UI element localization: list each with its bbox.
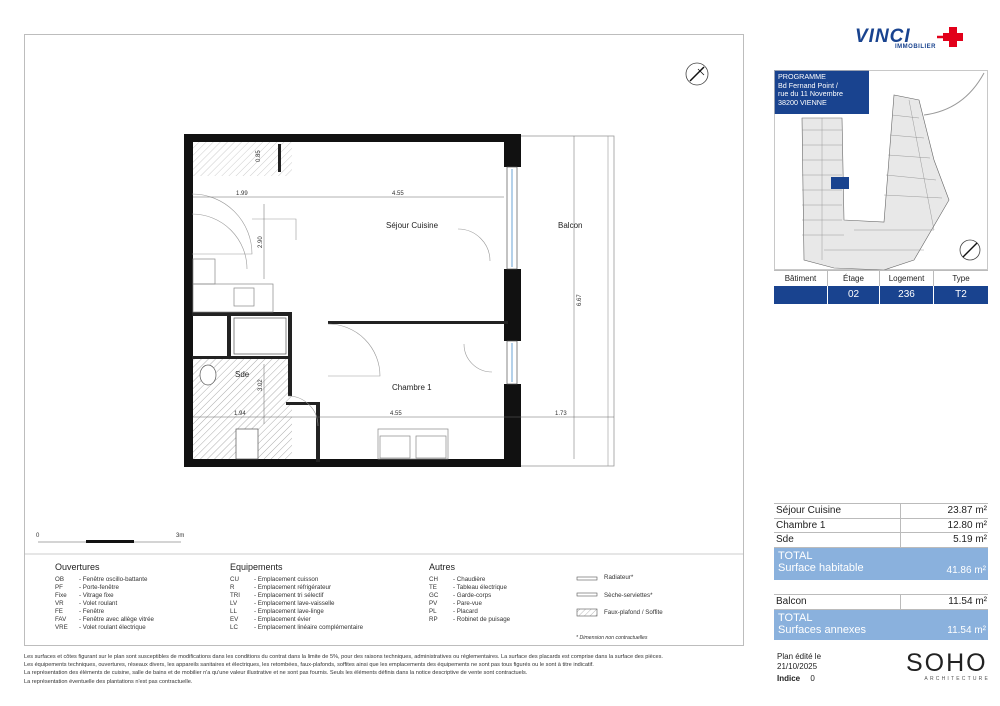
surface-row (774, 504, 988, 519)
dim-1: 1.99 (236, 191, 248, 197)
legend-desc: - Pare-vue (453, 600, 482, 607)
legend-item (55, 600, 154, 608)
legend-code: Fixe (55, 592, 67, 599)
total-annexes-l2: Surfaces annexes (778, 624, 867, 636)
surfaces-annexes (774, 594, 988, 640)
legend-item (230, 592, 363, 600)
dim-2: 0.85 (256, 150, 262, 162)
legend-desc: - Fenêtre oscillo-battante (79, 576, 148, 583)
scale-bar (38, 540, 181, 543)
legend-item (55, 608, 154, 616)
total-habitable-value: 41.86 m² (946, 565, 986, 576)
surface-value: 5.19 m² (900, 533, 988, 547)
legend-code: CH (429, 576, 438, 583)
legend-desc: - Emplacement lave-vaisselle (254, 600, 335, 607)
legend-code: PV (429, 600, 438, 607)
legend-item (230, 616, 363, 624)
legend-desc: - Emplacement linéaire complémentaire (254, 624, 364, 631)
surface-row (774, 533, 988, 548)
legend-code: EV (230, 616, 239, 623)
edited-label: Plan édité le (777, 652, 822, 661)
lot-value-type: T2 (955, 289, 967, 300)
legend-desc: - Porte-fenêtre (79, 584, 119, 591)
legend-code: LV (230, 600, 238, 607)
legend-item (55, 584, 154, 592)
legend-code: TE (429, 584, 437, 591)
soho-logo-sub: ARCHITECTURE (924, 676, 990, 682)
key-plan-building (802, 95, 949, 270)
legend-code: CU (230, 576, 239, 583)
legend-item (429, 608, 510, 616)
legend-item (55, 592, 154, 600)
surface-value: 12.80 m² (900, 519, 988, 533)
legend-code: GC (429, 592, 439, 599)
faux-plafond-icon (577, 609, 597, 616)
key-plan-north-icon (960, 240, 980, 260)
room-balcon: Balcon (558, 221, 583, 230)
legend-item (429, 600, 510, 608)
scale-start: 0 (36, 533, 40, 539)
legend-desc: - Emplacement réfrigérateur (254, 584, 332, 591)
legend-code: VR (55, 600, 64, 607)
legend-desc: - Fenêtre avec allège vitrée (79, 616, 154, 623)
total-habitable-l1: TOTAL (778, 549, 813, 562)
key-plan-highlight (831, 177, 849, 189)
legend-item (55, 576, 154, 584)
legend-desc: - Volet roulant électrique (79, 624, 146, 631)
lot-header-logement: Logement (880, 270, 934, 286)
surface-name: Séjour Cuisine (776, 505, 842, 516)
soho-logo (906, 650, 990, 682)
lot-header-etage: Étage (828, 270, 880, 286)
legend-desc: - Vitrage fixe (79, 592, 114, 599)
legend-item (230, 600, 363, 608)
legend-item (230, 608, 363, 616)
legend-item (429, 584, 510, 592)
legend-desc: - Chaudière (453, 576, 486, 583)
legend-autres (429, 562, 510, 624)
legend-desc: - Emplacement évier (254, 616, 311, 623)
legend-item (429, 576, 510, 584)
surface-value: 11.54 m² (900, 595, 988, 609)
legal-note-line: Les surfaces et côtes figurant sur le plan sont susceptibles de modifications dans les conditions du contrat dans la limite de 5%, pour des raisons techniques, administratives ou réglementaires. La surface des placards est comprise dans la surface des pièces. (24, 654, 663, 660)
room-sejour: Séjour Cuisine (386, 221, 439, 230)
dim-3: 4.55 (392, 191, 404, 197)
room-sde: Sde (235, 370, 250, 379)
legend-item (230, 624, 363, 632)
symbol-faux-plafond: Faux-plafond / Soffite (604, 609, 663, 616)
legend-item (230, 576, 363, 584)
surface-name: Balcon (776, 596, 807, 607)
lot-value-batiment (774, 286, 828, 304)
total-habitable-l2: Surface habitable (778, 562, 864, 574)
symbol-radiateur: Radiateur* (604, 574, 634, 581)
surfaces-habitable (774, 503, 988, 580)
key-plan (774, 70, 988, 270)
legend-desc: - Fenêtre (79, 608, 105, 615)
vinci-immobilier: IMMOBILIER (895, 44, 936, 50)
legend-item (429, 616, 510, 624)
legend-code: LC (230, 624, 238, 631)
legend-item (55, 616, 154, 624)
indice-value: 0 (810, 674, 815, 683)
legend-desc: - Volet roulant (79, 600, 118, 607)
legal-note-line: La représentation éventuelle des plantations n'est pas contractuelle. (24, 678, 193, 685)
dim-5: 6.67 (577, 294, 583, 306)
lot-value-etage: 02 (828, 286, 880, 304)
dim-6: 3.02 (258, 379, 264, 391)
legend-code: FAV (55, 616, 67, 623)
programme-label: PROGRAMME (778, 72, 826, 81)
legend-code: PF (55, 584, 63, 591)
plan-meta (777, 652, 821, 684)
lot-header-type: Type (934, 270, 988, 286)
legend-item (230, 584, 363, 592)
radiator-icon (577, 577, 597, 580)
legend-item (55, 624, 154, 632)
legend-code: LL (230, 608, 237, 615)
total-annexes-l1: TOTAL (778, 611, 813, 624)
legend-code: R (230, 584, 235, 591)
lot-table (774, 270, 988, 304)
symbol-note: * Dimension non contractuelles (576, 635, 648, 641)
soho-logo-text: SOHO (906, 649, 988, 677)
legend-ouvertures (55, 562, 154, 632)
legend-desc: - Placard (453, 608, 478, 615)
lot-value-logement: 236 (880, 286, 934, 304)
legend-desc: - Robinet de puisage (453, 616, 511, 623)
symbol-legend-icons (575, 574, 603, 622)
legal-notes (24, 653, 754, 686)
legend-desc: - Garde-corps (453, 592, 492, 599)
programme-line2: rue du 11 Novembre (778, 89, 843, 99)
programme-line1: Bd Fernand Point / (778, 80, 838, 90)
surface-name: Sde (776, 534, 794, 545)
floor-plan (24, 34, 744, 646)
legend-autres-title: Autres (429, 562, 456, 572)
legend-code: RP (429, 616, 438, 623)
legal-note-line: La représentation des éléments de cuisine, salle de bains et de mobilier n'a qu'une valeur illustrative et ne sont pas fournis. Seuls les éléments définis dans la notice descriptive de vente sont contractuels. (24, 670, 528, 677)
edited-date: 21/10/2025 (777, 661, 818, 671)
legend-code: TRI (230, 592, 240, 599)
symbol-seche: Sèche-serviettes* (604, 592, 653, 599)
dim-9: 1.73 (555, 411, 567, 417)
indice-label: Indice (777, 674, 801, 683)
vinci-cross-icon (935, 24, 967, 50)
dim-8: 4.55 (390, 411, 402, 417)
legend-item (429, 592, 510, 600)
vinci-logo (855, 24, 975, 54)
room-chambre: Chambre 1 (392, 383, 432, 392)
legend-code: PL (429, 608, 437, 615)
surface-row (774, 595, 988, 610)
north-arrow-icon (686, 63, 708, 85)
total-habitable-box (774, 548, 988, 580)
legend-equipements-title: Equipements (230, 562, 283, 572)
legend-desc: - Tableau électrique (453, 584, 507, 591)
dim-4: 2.90 (258, 236, 264, 248)
total-annexes-box (774, 610, 988, 640)
total-annexes-value: 11.54 m² (947, 625, 986, 636)
surface-name: Chambre 1 (776, 519, 826, 531)
legend-ouvertures-title: Ouvertures (55, 562, 100, 572)
legend-equipements (230, 562, 363, 632)
legend-desc: - Emplacement lave-linge (254, 608, 324, 615)
lot-header-batiment: Bâtiment (774, 270, 828, 286)
surface-row (774, 519, 988, 534)
programme-line3: 38200 VIENNE (778, 97, 827, 107)
legend-code: VRE (55, 624, 68, 631)
legend-desc: - Emplacement cuisson (254, 576, 319, 583)
vinci-logo-text: VINCI (855, 26, 911, 47)
legend-code: FE (55, 608, 63, 615)
dim-7: 1.94 (234, 411, 246, 417)
legend-desc: - Emplacement tri sélectif (254, 592, 324, 599)
towel-dryer-icon (577, 593, 597, 596)
legal-note-line: Les équipements techniques, ouvertures, réseaux divers, les appareils sanitaires et électriques, les retombées, faux-plafonds, soffites ainsi que les emplacements des équipements ne sont pas tous figurés ou le sont à titre indicatif. (24, 662, 594, 669)
legend-code: OB (55, 576, 64, 583)
scale-end: 3m (176, 533, 185, 539)
surface-value: 23.87 m² (900, 504, 988, 518)
